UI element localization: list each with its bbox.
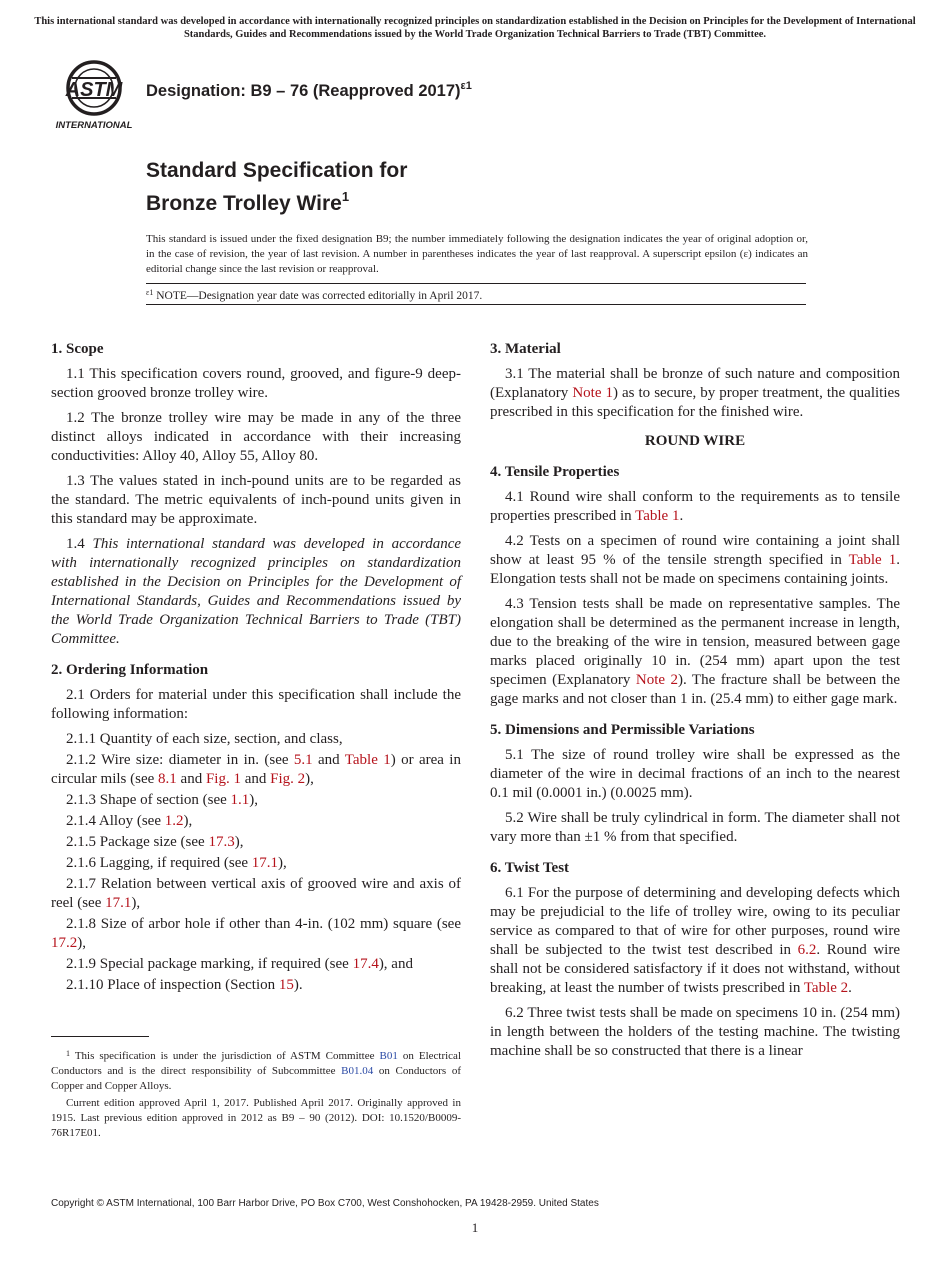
ref-17-3[interactable]: 17.3 [208, 834, 235, 850]
para-4-2: 4.2 Tests on a specimen of round wire containing a joint shall show at least 95 % of the tensile strength specified in Table 1. Elongation tests shall not be made on specimens containing joints. [490, 533, 900, 587]
ref-fig-2[interactable]: Fig. 2 [270, 771, 306, 787]
para-4-1: 4.1 Round wire shall conform to the requirements as to tensile properties prescribed in Table 1. [490, 489, 900, 524]
logo-wordmark: INTERNATIONAL [55, 120, 133, 131]
para-5-1: 5.1 The size of round trolley wire shall be expressed as the diameter of the wire in decimal fractions of an inch to the nearest 0.1 mil (0.0001 in.) (0.0025 mm). [490, 747, 900, 801]
item-2-1-10: 2.1.10 Place of inspection (Section 15). [66, 977, 303, 993]
ref-1-2[interactable]: 1.2 [164, 813, 184, 829]
link-b01-04[interactable]: B01.04 [341, 1065, 374, 1077]
tbt-banner: This international standard was developed in accordance with internationally recognized principles on standardization established in the Decision on Principles for the Development of International Standards, Guides and Recommendations issued by the World Trade Organization Technical Barriers to Trade (TBT) Committee. [34, 16, 916, 40]
right-column [490, 340, 900, 1067]
section-3-heading: 3. Material [490, 341, 561, 357]
astm-logo [52, 56, 136, 132]
logo-letters: ASTM [65, 79, 123, 101]
footnote-1: $^1$ This specification is under the jurisdiction of ASTM Committee B01 on Electrical Conductors and is the direct responsibility of Subcommittee B01.04 on Conductors of Copper and Copper Alloys. [51, 1049, 461, 1092]
divider-top [146, 283, 806, 284]
issuance-statement: This standard is issued under the fixed designation B9; the number immediately following the designation indicates the year of original adoption or, in the case of revision, the year of last revision. A number in parentheses indicates the year of last reapproval. A superscript epsilon (ε) indicates an editorial change since the last revision or reapproval. [146, 233, 808, 275]
footnote-divider [51, 1036, 149, 1037]
para-6-2: 6.2 Three twist tests shall be made on specimens 10 in. (254 mm) in length between the holders of the testing machine. The twisting machine shall be so constructed that there is a linear [490, 1005, 900, 1059]
item-2-1-1: 2.1.1 Quantity of each size, section, and class, [66, 731, 343, 747]
round-wire-heading: ROUND WIRE [644, 433, 746, 449]
ref-table-1[interactable]: Table 1 [344, 752, 391, 768]
left-column [51, 340, 461, 997]
ref-note-2[interactable]: Note 2 [635, 672, 678, 688]
item-2-1-8: 2.1.8 Size of arbor hole if other than 4-in. (102 mm) square (see 17.2), [51, 916, 461, 951]
para-6-1: 6.1 For the purpose of determining and developing defects which may be prejudicial to the life of trolley wire, owing to its peculiar service as compared to that of wire for other purposes, round wire shall be subjected to the twist test described in 6.2. Round wire shall not be considered satisfactory if it does not withstand, without breaking, at least the number of twists prescribed in Table 2. [490, 885, 900, 996]
para-3-1: 3.1 The material shall be bronze of such nature and composition (Explanatory Note 1) as to secure, by proper treatment, the qualities prescribed in this specification for the finished wire. [490, 366, 900, 420]
ref-17-1[interactable]: 17.1 [251, 855, 279, 871]
link-b01[interactable]: B01 [379, 1050, 398, 1062]
item-2-1-3: 2.1.3 Shape of section (see 1.1), [66, 792, 259, 808]
ref-table-2[interactable]: Table 2 [803, 980, 849, 996]
para-4-3: 4.3 Tension tests shall be made on representative samples. The elongation shall be determined as the permanent increase in length, due to the breaking of the wire in tension, measured between gage marks placed originally 10 in. (254 mm) apart upon the test specimen (Explanatory Note 2). The fracture shall be between the gage marks and not closer than 1 in. (25.4 mm) to either gage mark. [490, 596, 900, 707]
ref-1-1[interactable]: 1.1 [230, 792, 250, 808]
editorial-note: $^{\varepsilon 1}$ NOTE—Designation year date was corrected editorially in April 2017. [146, 288, 483, 302]
document-title [146, 158, 407, 217]
ref-note-1[interactable]: Note 1 [572, 385, 613, 401]
title-line-2: Bronze Trolley Wire$^1$ [146, 189, 350, 215]
item-2-1-4: 2.1.4 Alloy (see 1.2), [66, 813, 193, 829]
designation: Designation: B9 – 76 (Reapproved 2017)$^{\varepsilon 1}$ [146, 80, 472, 100]
section-1-heading: 1. Scope [51, 341, 104, 357]
section-2-heading: 2. Ordering Information [51, 662, 209, 678]
item-2-1-9: 2.1.9 Special package marking, if required (see 17.4), and [66, 956, 413, 972]
ref-5-1[interactable]: 5.1 [293, 752, 313, 768]
item-2-1-6: 2.1.6 Lagging, if required (see 17.1), [66, 855, 287, 871]
item-2-1-5: 2.1.5 Package size (see 17.3), [66, 834, 244, 850]
page-number: 1 [471, 1220, 479, 1235]
item-2-1-7: 2.1.7 Relation between vertical axis of grooved wire and axis of reel (see 17.1), [51, 876, 461, 911]
designation-epsilon: ε1 [460, 80, 472, 92]
para-2-1: 2.1 Orders for material under this specification shall include the following information: [51, 687, 461, 722]
item-2-1-2: 2.1.2 Wire size: diameter in in. (see 5.1 and Table 1) or area in circular mils (see 8.1 and Fig. 1 and Fig. 2), [51, 752, 461, 787]
footnotes [51, 1046, 461, 1143]
title-line-1: Standard Specification for [146, 159, 408, 182]
para-1-4: 1.4 This international standard was developed in accordance with internationally recognized principles on standardization established in the Decision on Principles for the Development of International Standards, Guides and Recommendations issued by the World Trade Organization Technical Barriers to Trade (TBT) Committee. [51, 536, 462, 647]
ref-17-4[interactable]: 17.4 [352, 956, 379, 972]
para-5-2: 5.2 Wire shall be truly cylindrical in form. The diameter shall not vary more than ±1 % from that specified. [490, 810, 900, 845]
section-4-heading: 4. Tensile Properties [490, 464, 620, 480]
para-1-2: 1.2 The bronze trolley wire may be made in any of the three distinct alloys indicated in accordance with their increasing conductivities: Alloy 40, Alloy 55, Alloy 80. [51, 410, 461, 464]
ref-6-2[interactable]: 6.2 [797, 942, 817, 958]
para-1-1: 1.1 This specification covers round, grooved, and figure-9 deep-section grooved bronze trolley wire. [51, 366, 461, 401]
footnote-edition: Current edition approved April 1, 2017. Published April 2017. Originally approved in 1915. Last previous edition approved in 2012 as B9 – 90 (2012). DOI: 10.1520/B0009-76R17E01. [51, 1097, 461, 1139]
section-6-heading: 6. Twist Test [490, 860, 570, 876]
ref-17-2[interactable]: 17.2 [51, 935, 78, 951]
divider-bottom [146, 304, 806, 305]
ref-17-1[interactable]: 17.1 [105, 895, 132, 911]
para-1-3: 1.3 The values stated in inch-pound units are to be regarded as the standard. The metric equivalents of inch-pound units given in this standard may be approximate. [51, 473, 461, 527]
ref-8-1[interactable]: 8.1 [158, 771, 177, 787]
ref-section-15[interactable]: 15 [278, 977, 294, 993]
ref-table-1[interactable]: Table 1 [848, 552, 897, 568]
section-5-heading: 5. Dimensions and Permissible Variations [490, 722, 755, 738]
ref-fig-1[interactable]: Fig. 1 [205, 771, 241, 787]
ref-table-1[interactable]: Table 1 [635, 508, 680, 524]
copyright-notice: Copyright © ASTM International, 100 Barr Harbor Drive, PO Box C700, West Conshohocken, PA 19428-2959. United States [51, 1198, 599, 1209]
